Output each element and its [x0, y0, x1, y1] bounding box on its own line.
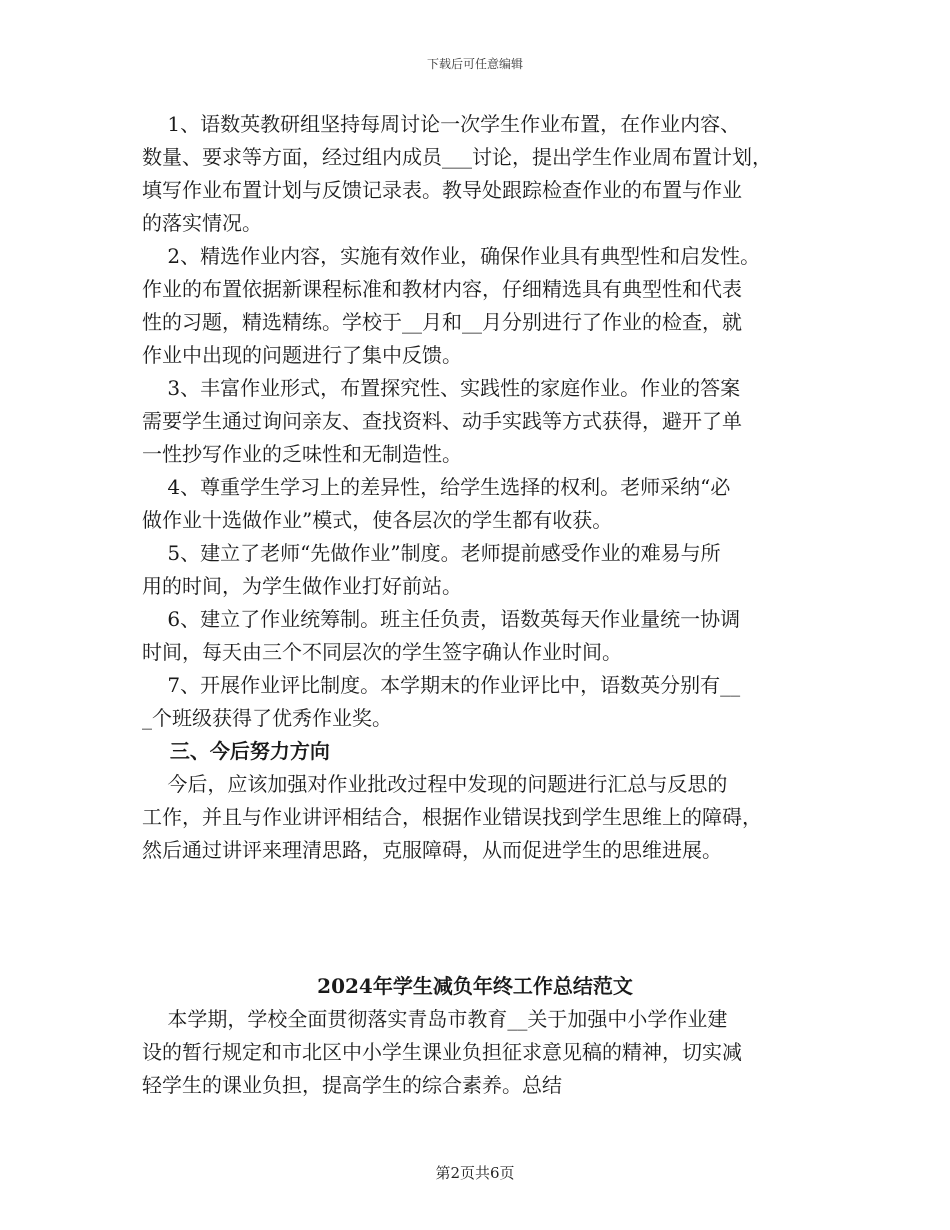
- text-line: 性的习题，精选精练。学校于__月和__月分别进行了作业的检查，就: [142, 310, 742, 334]
- text-line: 一性抄写作业的乏味性和无制造性。: [142, 442, 462, 466]
- text-line: 今后，应该加强对作业批改过程中发现的问题进行汇总与反思的: [142, 772, 728, 796]
- text-line: 数量、要求等方面，经过组内成员___讨论，提出学生作业周布置计划，: [142, 145, 772, 169]
- paragraph-1: [142, 108, 812, 240]
- text-line: 工作，并且与作业讲评相结合，根据作业错误找到学生思维上的障碍，: [142, 805, 762, 829]
- text-line: 4、尊重学生学习上的差异性，给学生选择的权利。老师采纳“必: [142, 475, 731, 499]
- text-line: 用的时间，为学生做作业打好前站。: [142, 574, 462, 598]
- document-title: 2024年学生减负年终工作总结范文: [317, 974, 633, 998]
- text-line: 设的暂行规定和市北区中小学生课业负担征求意见稿的精神，切实减: [142, 1040, 742, 1064]
- text-line: 2、精选作业内容，实施有效作业，确保作业具有典型性和启发性。: [142, 244, 761, 268]
- text-line: 需要学生通过询问亲友、查找资料、动手实践等方式获得，避开了单: [142, 409, 742, 433]
- text-line: 的落实情况。: [142, 211, 262, 235]
- paragraph-2: [142, 240, 812, 372]
- text-line: 5、建立了老师“先做作业”制度。老师提前感受作业的难易与所: [142, 541, 721, 565]
- page-header-note: 下载后可任意编辑: [426, 57, 523, 71]
- text-line: 填写作业布置计划与反馈记录表。教导处跟踪检查作业的布置与作业: [142, 178, 742, 202]
- text-line: 作业中出现的问题进行了集中反馈。: [142, 343, 462, 367]
- text-line: _个班级获得了优秀作业奖。: [142, 706, 392, 730]
- page-number: 第2页共6页: [435, 1164, 515, 1182]
- main-content: [142, 108, 812, 867]
- paragraph-4: [142, 471, 812, 537]
- text-line: 做作业十选做作业”模式，使各层次的学生都有收获。: [142, 508, 613, 532]
- text-line: 6、建立了作业统筹制。班主任负责，语数英每天作业量统一协调: [142, 607, 741, 631]
- intro-content: [142, 1003, 812, 1102]
- text-line: 时间，每天由三个不同层次的学生签字确认作业时间。: [142, 640, 622, 664]
- text-line: 本学期，学校全面贯彻落实青岛市教育__关于加强中小学作业建: [142, 1007, 728, 1031]
- text-line: 1、语数英教研组坚持每周讨论一次学生作业布置，在作业内容、: [142, 112, 741, 136]
- paragraph-3: [142, 372, 812, 471]
- paragraph-intro: [142, 1003, 812, 1102]
- text-line: 作业的布置依据新课程标准和教材内容，仔细精选具有典型性和代表: [142, 277, 742, 301]
- text-line: 7、开展作业评比制度。本学期末的作业评比中，语数英分别有__: [142, 673, 741, 697]
- paragraph-7: [142, 669, 812, 735]
- text-line: 轻学生的课业负担，提高学生的综合素养。总结: [142, 1073, 562, 1097]
- paragraph-5: [142, 537, 812, 603]
- text-line: 3、丰富作业形式，布置探究性、实践性的家庭作业。作业的答案: [142, 376, 741, 400]
- section-3: [142, 735, 812, 867]
- text-line: 然后通过讲评来理清思路，克服障碍，从而促进学生的思维进展。: [142, 838, 722, 862]
- paragraph-6: [142, 603, 812, 669]
- section-heading: 三、今后努力方向: [142, 739, 330, 763]
